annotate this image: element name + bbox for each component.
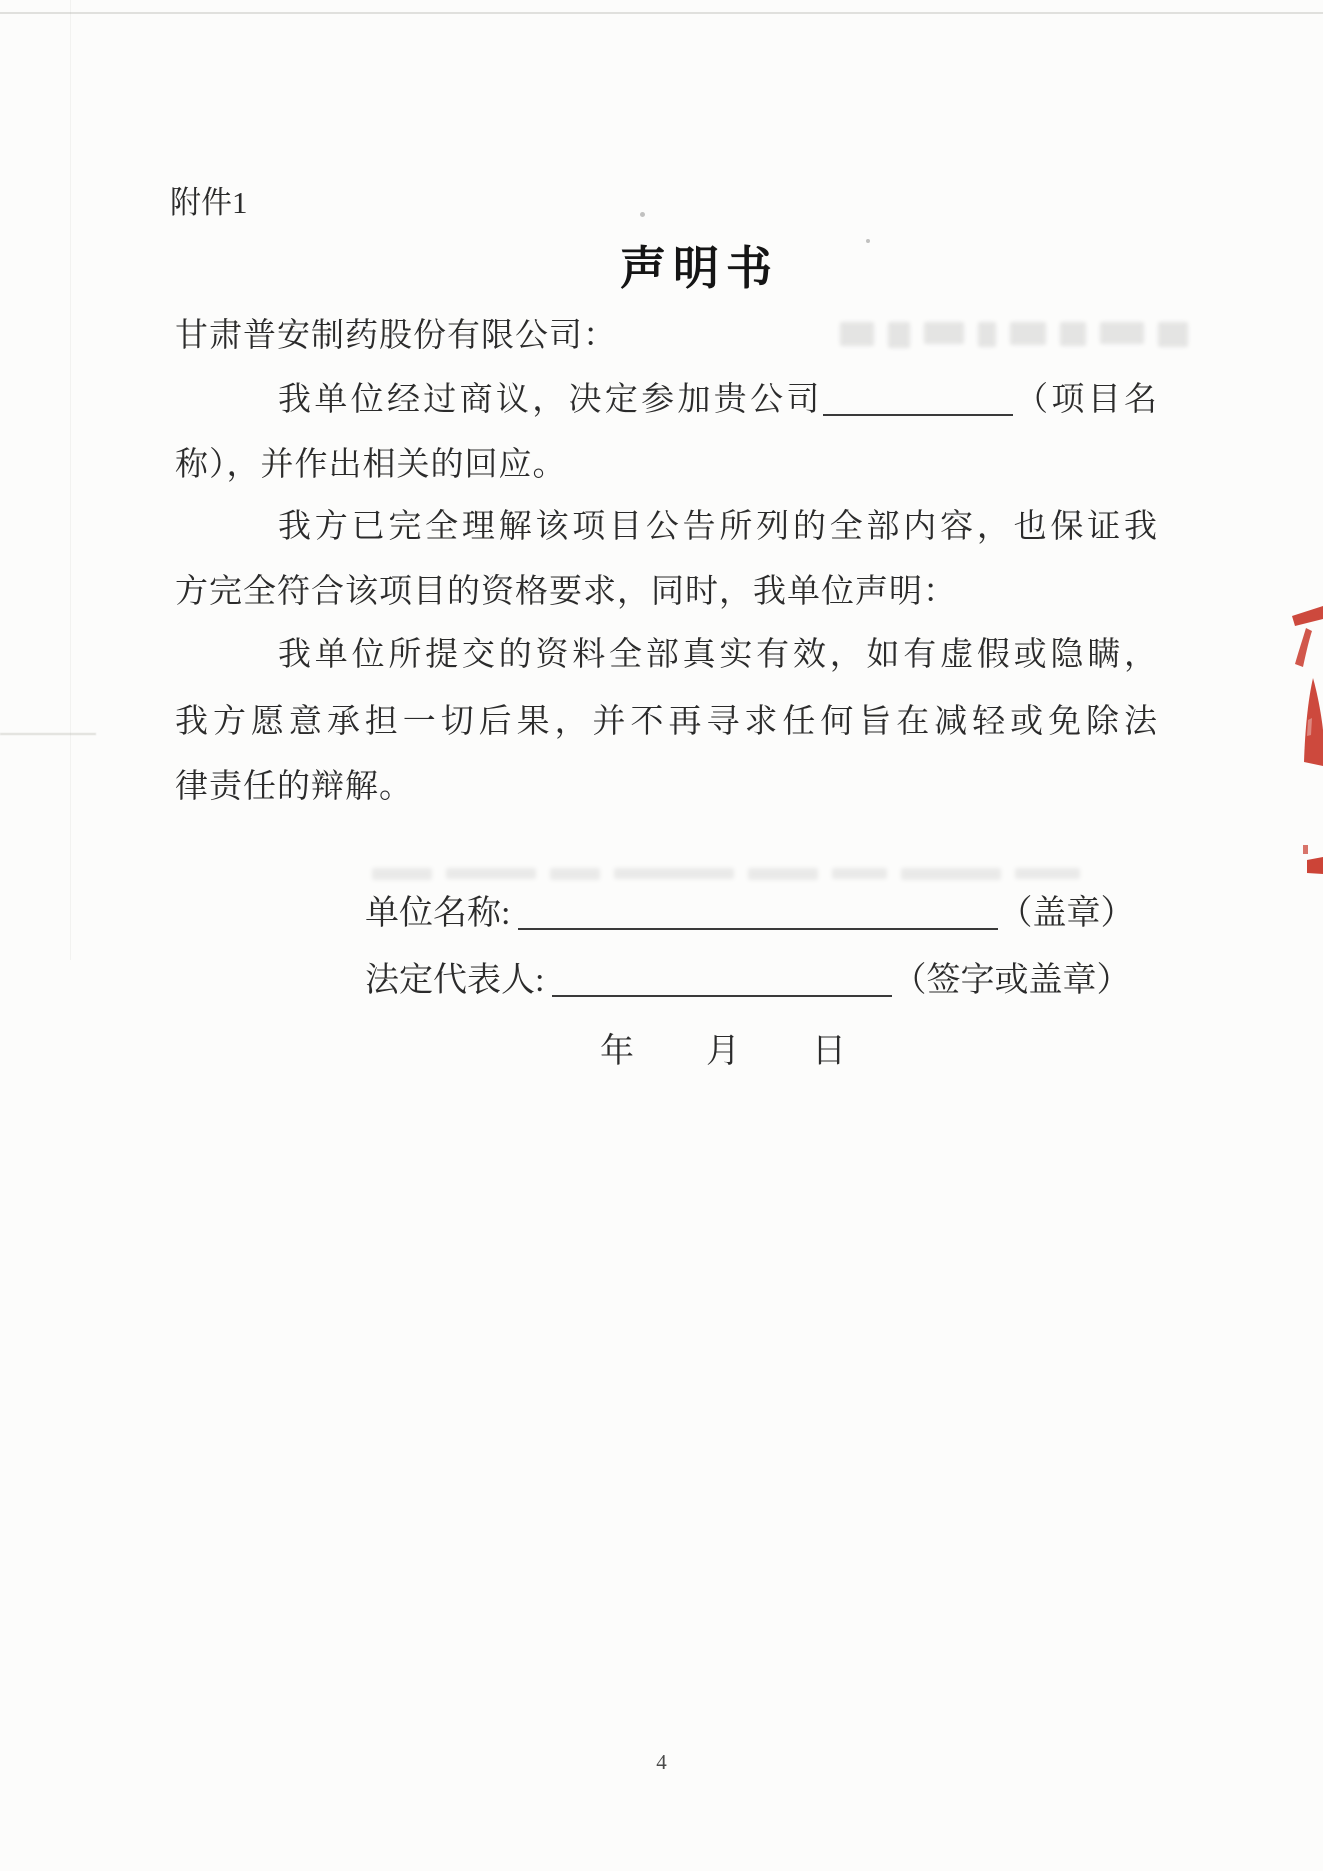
body-line: 我方愿意承担一切后果，并不再寻求任何旨在减轻或免除法: [175, 704, 1158, 740]
company-name-label: 单位名称:: [365, 895, 511, 932]
document-title: 声明书: [620, 243, 779, 294]
company-name-row: [365, 890, 1134, 938]
scan-speck: [640, 212, 645, 217]
page-number: 4: [656, 1750, 667, 1774]
salutation-line: 甘肃普安制药股份有限公司：: [175, 318, 617, 354]
body-line: 我单位所提交的资料全部真实有效，如有虚假或隐瞒，: [278, 637, 1158, 673]
body-line: 我方已完全理解该项目公告所列的全部内容，也保证我: [278, 509, 1158, 545]
sign-or-seal-suffix: （签字或盖章）: [892, 962, 1131, 999]
date-month-label: 月: [706, 1033, 740, 1070]
legal-representative-blank-underline: [552, 959, 892, 997]
scan-edge-line: [0, 12, 1323, 14]
body-line: 称），并作出相关的回应。: [175, 447, 567, 483]
project-name-blank-underline: [823, 378, 1013, 416]
date-year-label: 年: [600, 1033, 634, 1070]
para1-text-after-blank: （项目名: [1012, 382, 1159, 418]
company-name-blank-underline: [518, 892, 998, 930]
red-seal-fragment: [1290, 600, 1323, 890]
body-line: [175, 377, 1158, 423]
date-day-label: 日: [812, 1033, 846, 1070]
legal-representative-label: 法定代表人:: [365, 962, 545, 999]
bleed-through-smudge: [840, 322, 1188, 348]
body-line: 方完全符合该项目的资格要求，同时，我单位声明：: [175, 574, 957, 610]
body-line: 律责任的辩解。: [175, 769, 413, 805]
attachment-label: 附件1: [170, 185, 248, 220]
scan-edge-line-left: [70, 0, 71, 960]
legal-representative-row: [365, 957, 1130, 1005]
paper-crease-mark: [0, 733, 96, 735]
para1-text-before-blank: 我单位经过商议，决定参加贵公司: [278, 382, 823, 418]
date-line: [600, 1023, 846, 1072]
bleed-through-smudge: [372, 868, 1080, 880]
company-seal-suffix: （盖章）: [998, 895, 1135, 932]
